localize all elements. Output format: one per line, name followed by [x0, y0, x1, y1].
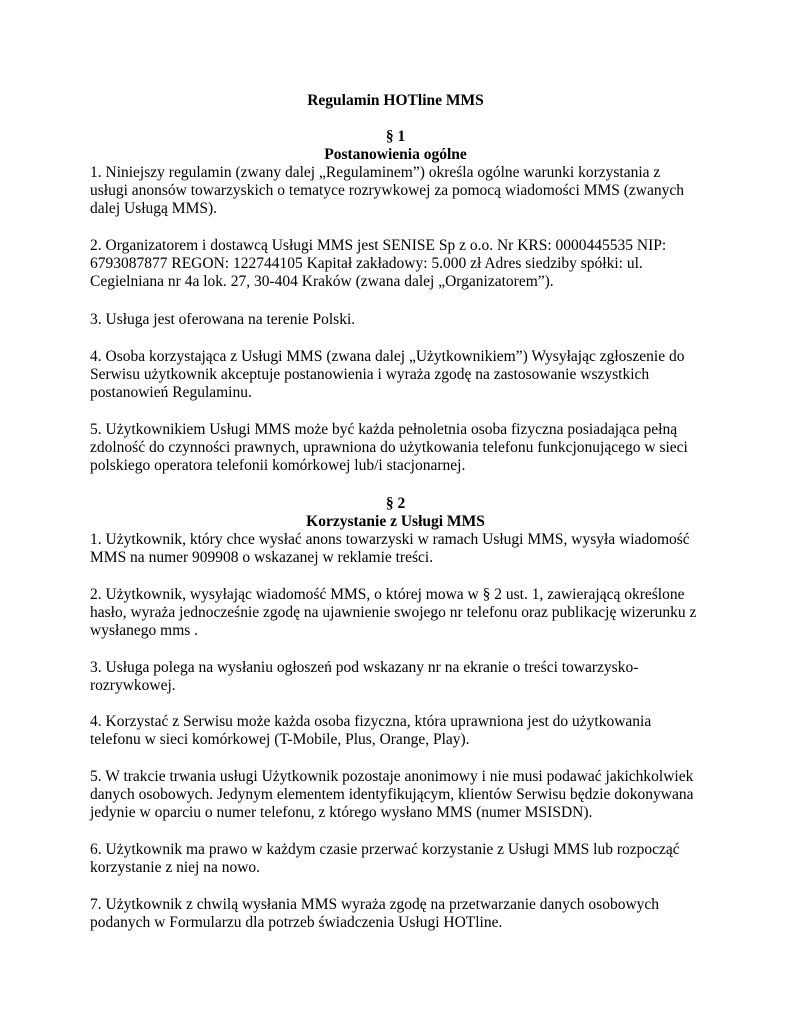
text-line: 5. W trakcie trwania usługi Użytkownik pozostaje anonimowy i nie musi podawać jakichkolwiek — [90, 768, 694, 785]
section-2-paragraph-1 — [90, 531, 702, 567]
text-line: 4. Osoba korzystająca z Usługi MMS (zwana dalej „Użytkownikiem”) Wysyłając zgłoszenie do — [90, 348, 685, 365]
section-1-paragraph-2 — [90, 237, 702, 292]
text-line: hasło, wyraża jednocześnie zgodę na ujawnienie swojego nr telefonu oraz publikację wizerunku z — [90, 604, 697, 622]
text-line: 1. Użytkownik, który chce wysłać anons towarzyski w ramach Usługi MMS, wysyła wiadomość — [90, 531, 690, 548]
text-line: zdolność do czynności prawnych, uprawniona do użytkowania telefonu funkcjonującego w sieci — [90, 439, 688, 457]
text-line: 7. Użytkownik z chwilą wysłania MMS wyraża zgodę na przetwarzanie danych osobowych — [90, 896, 660, 913]
text-line: usługi anonsów towarzyskich o tematyce rozrywkowej za pomocą wiadomości MMS (zwanych — [90, 182, 685, 200]
section-2-paragraph-4 — [90, 713, 702, 749]
section-1-paragraph-4 — [90, 348, 702, 403]
section-1-paragraph-5 — [90, 421, 702, 476]
text-line: 1. Niniejszy regulamin (zwany dalej „Regulaminem”) określa ogólne warunki korzystania z — [90, 164, 661, 181]
section-2-paragraph-5 — [90, 768, 702, 823]
text-line: MMS na numer 909908 o wskazanej w reklamie treści. — [90, 549, 434, 567]
section-2-paragraph-3 — [90, 659, 702, 695]
text-line: danych osobowych. Jedynym elementem identyfikującym, klientów Serwisu będzie dokonywana — [90, 786, 694, 804]
section-1-paragraph-1 — [90, 164, 702, 219]
section-2-paragraph-2 — [90, 586, 702, 641]
text-line: 3. Usługa jest oferowana na terenie Polski. — [90, 311, 356, 328]
text-line: 6. Użytkownik ma prawo w każdym czasie przerwać korzystanie z Usługi MMS lub rozpocząć — [90, 841, 680, 858]
text-line: 6793087877 REGON: 122744105 Kapitał zakładowy: 5.000 zł Adres siedziby spółki: ul. — [90, 255, 643, 273]
section-1-paragraph-3 — [90, 311, 702, 329]
text-line: podanych w Formularzu dla potrzeb świadczenia Usługi HOTline. — [90, 914, 503, 932]
text-line: korzystanie z niej na nowo. — [90, 859, 261, 877]
text-line: 2. Użytkownik, wysyłając wiadomość MMS, o której mowa w § 2 ust. 1, zawierającą określone — [90, 586, 685, 603]
text-line: 5. Użytkownikiem Usługi MMS może być każda pełnoletnia osoba fizyczna posiadająca pełną — [90, 421, 678, 438]
text-line: Cegielniana nr 4a lok. 27, 30-404 Kraków (zwana dalej „Organizatorem”). — [90, 273, 554, 291]
text-line: jedynie w oparciu o numer telefonu, z którego wysłano MMS (numer MSISDN). — [90, 804, 593, 822]
document-title: Regulamin HOTline MMS — [307, 92, 484, 109]
section-2-paragraph-7 — [90, 896, 702, 932]
section-1-title: Postanowienia ogólne — [324, 146, 467, 163]
section-1-number: § 1 — [385, 128, 406, 145]
text-line: Serwisu użytkownik akceptuje postanowienia i wyraża zgodę na zastosowanie wszystkich — [90, 366, 650, 384]
text-line: 4. Korzystać z Serwisu może każda osoba fizyczna, która uprawniona jest do użytkowania — [90, 713, 652, 730]
text-line: postanowień Regulaminu. — [90, 384, 252, 402]
text-line: telefonu w sieci komórkowej (T-Mobile, Plus, Orange, Play). — [90, 731, 470, 749]
section-2-paragraph-6 — [90, 841, 702, 877]
text-line: rozrywkowej. — [90, 677, 176, 695]
section-2-heading — [0, 495, 791, 531]
section-2-title: Korzystanie z Usługi MMS — [306, 513, 485, 530]
text-line: 2. Organizatorem i dostawcą Usługi MMS jest SENISE Sp z o.o. Nr KRS: 0000445535 NIP: — [90, 237, 667, 254]
text-line: wysłanego mms . — [90, 622, 199, 640]
section-2-number: § 2 — [385, 495, 406, 512]
text-line: polskiego operatora telefonii komórkowej lub/i stacjonarnej. — [90, 457, 466, 475]
section-1-heading — [0, 128, 791, 164]
text-line: dalej Usługą MMS). — [90, 200, 218, 218]
text-line: 3. Usługa polega na wysłaniu ogłoszeń pod wskazany nr na ekranie o treści towarzysko- — [90, 659, 639, 676]
